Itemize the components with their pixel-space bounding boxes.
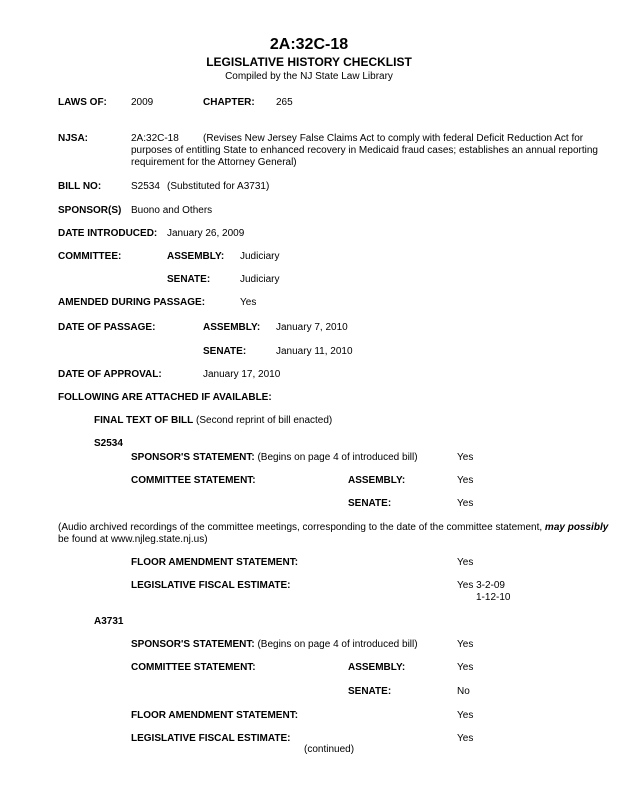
date-of-approval-label: DATE OF APPROVAL: [58, 369, 162, 380]
audio-note-line2: be found at www.njleg.state.nj.us) [58, 534, 208, 545]
sponsor-label: SPONSOR(S) [58, 205, 122, 216]
committee-senate-value: Judiciary [240, 274, 280, 285]
njsa-value: 2A:32C-18 [131, 133, 179, 144]
njsa-description-line2: purposes of entitling State to enhanced recovery in Medicaid fraud cases; establishes an annual reporting [131, 145, 598, 156]
s2534-sponsor-statement-label: SPONSOR'S STATEMENT: [131, 452, 255, 463]
continued-note: (continued) [304, 744, 355, 755]
bill-no-note: (Substituted for A3731) [167, 181, 270, 192]
s2534-committee-senate-value: Yes [457, 498, 474, 509]
audio-note-emphasis: may possibly [544, 522, 609, 533]
passage-assembly-value: January 7, 2010 [276, 322, 348, 333]
a3731-committee-assembly-value: Yes [457, 662, 474, 673]
page-subtitle: LEGISLATIVE HISTORY CHECKLIST [206, 55, 412, 69]
bill-no-label: BILL NO: [58, 181, 102, 192]
date-of-approval-value: January 17, 2010 [203, 369, 281, 380]
a3731-fiscal-estimate-value: Yes [457, 733, 474, 744]
sponsor-value: Buono and Others [131, 205, 213, 216]
s2534-committee-assembly-label: ASSEMBLY: [348, 475, 406, 486]
bill-no-value: S2534 [131, 181, 160, 192]
a3731-committee-senate-label: SENATE: [348, 686, 392, 697]
a3731-label: A3731 [94, 616, 124, 627]
s2534-sponsor-statement-row [131, 452, 418, 464]
laws-of-year: 2009 [131, 97, 154, 108]
amended-value: Yes [240, 297, 257, 308]
njsa-description-line3: requirement for the Attorney General) [131, 157, 297, 168]
page-title: 2A:32C-18 [269, 36, 349, 53]
final-text-row [94, 415, 332, 427]
s2534-committee-statement-label: COMMITTEE STATEMENT: [131, 475, 256, 486]
amended-label: AMENDED DURING PASSAGE: [58, 297, 206, 308]
attached-label: FOLLOWING ARE ATTACHED IF AVAILABLE: [58, 392, 272, 403]
passage-senate-label: SENATE: [203, 346, 247, 357]
final-text-label: FINAL TEXT OF BILL [94, 415, 194, 426]
njsa-description-line1: (Revises New Jersey False Claims Act to comply with federal Deficit Reduction Act for [203, 133, 584, 144]
committee-label: COMMITTEE: [58, 251, 122, 262]
s2534-label: S2534 [94, 438, 123, 449]
committee-assembly-value: Judiciary [240, 251, 280, 262]
a3731-committee-senate-value: No [457, 686, 470, 697]
a3731-floor-amendment-value: Yes [457, 710, 474, 721]
a3731-floor-amendment-label: FLOOR AMENDMENT STATEMENT: [131, 710, 299, 721]
a3731-sponsor-statement-note: (Begins on page 4 of introduced bill) [254, 639, 418, 650]
a3731-sponsor-statement-value: Yes [457, 639, 474, 650]
s2534-floor-amendment-value: Yes [457, 557, 474, 568]
a3731-sponsor-statement-row [131, 639, 418, 651]
njsa-label: NJSA: [58, 133, 89, 144]
s2534-fiscal-estimate-value-2: 1-12-10 [476, 592, 511, 603]
passage-senate-value: January 11, 2010 [276, 346, 353, 357]
a3731-committee-statement-label: COMMITTEE STATEMENT: [131, 662, 256, 673]
laws-of-label: LAWS OF: [58, 97, 107, 108]
audio-note-text: (Audio archived recordings of the committee meetings, corresponding to the date of the committee statement, [58, 522, 545, 533]
final-text-note: (Second reprint of bill enacted) [193, 415, 333, 426]
committee-senate-label: SENATE: [167, 274, 211, 285]
chapter-label: CHAPTER: [203, 97, 255, 108]
s2534-floor-amendment-label: FLOOR AMENDMENT STATEMENT: [131, 557, 299, 568]
a3731-fiscal-estimate-label: LEGISLATIVE FISCAL ESTIMATE: [131, 733, 291, 744]
date-introduced-label: DATE INTRODUCED: [58, 228, 158, 239]
s2534-sponsor-statement-value: Yes [457, 452, 474, 463]
a3731-committee-assembly-label: ASSEMBLY: [348, 662, 406, 673]
s2534-fiscal-estimate-value-1: Yes 3-2-09 [457, 580, 505, 591]
s2534-committee-assembly-value: Yes [457, 475, 474, 486]
s2534-committee-senate-label: SENATE: [348, 498, 392, 509]
committee-assembly-label: ASSEMBLY: [167, 251, 225, 262]
compiled-by: Compiled by the NJ State Law Library [225, 71, 393, 82]
s2534-fiscal-estimate-label: LEGISLATIVE FISCAL ESTIMATE: [131, 580, 291, 591]
a3731-sponsor-statement-label: SPONSOR'S STATEMENT: [131, 639, 255, 650]
audio-note-line1 [58, 522, 608, 534]
s2534-sponsor-statement-note: (Begins on page 4 of introduced bill) [254, 452, 418, 463]
date-of-passage-label: DATE OF PASSAGE: [58, 322, 156, 333]
passage-assembly-label: ASSEMBLY: [203, 322, 261, 333]
date-introduced-value: January 26, 2009 [167, 228, 245, 239]
chapter-value: 265 [276, 97, 293, 108]
